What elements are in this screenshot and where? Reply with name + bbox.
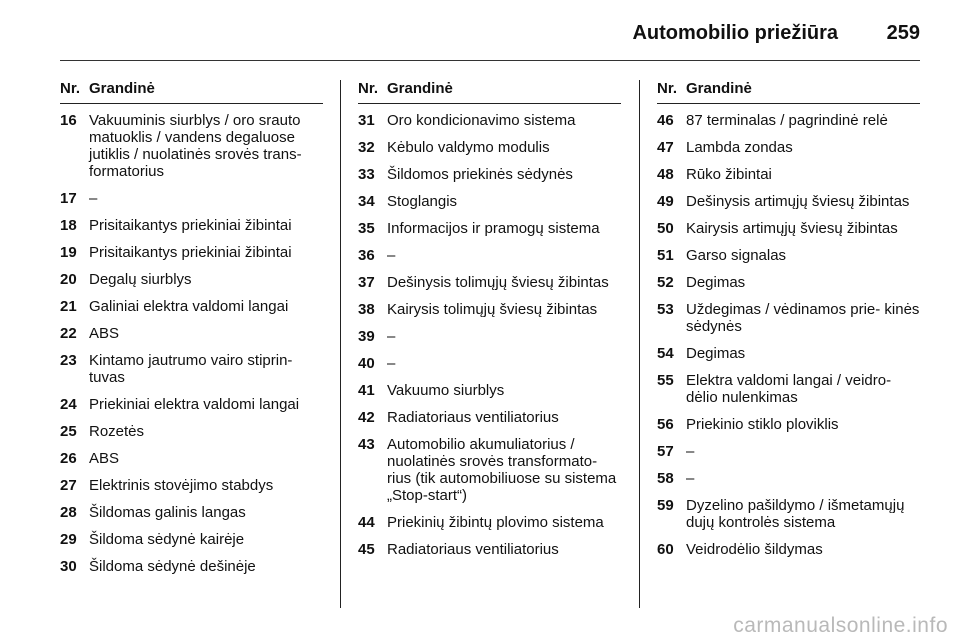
fuse-number: 45 (358, 541, 375, 558)
fuse-number: 50 (657, 220, 674, 237)
fuse-circuit: Dešinysis artimųjų šviesų žibintas (686, 193, 910, 210)
fuse-number: 26 (60, 450, 77, 467)
fuse-row (358, 274, 621, 291)
fuse-row (358, 541, 621, 558)
fuse-row (60, 190, 323, 207)
fuse-circuit: Vakuuminis siurblys / oro srauto matuoklis / vandens degaluose jutiklis / nuolatinės srovės trans- formatorius (89, 112, 302, 180)
fuse-row (657, 139, 920, 156)
fuse-circuit: Degimas (686, 345, 746, 362)
fuse-row (657, 274, 920, 291)
fuse-number: 42 (358, 409, 375, 426)
fuse-column-1 (60, 80, 323, 585)
fuse-number: 40 (358, 355, 375, 372)
fuse-circuit: – (686, 443, 695, 460)
fuse-row (657, 345, 920, 362)
column-divider (340, 80, 341, 608)
fuse-circuit: Šildomos priekinės sėdynės (387, 166, 573, 183)
column-header (60, 80, 323, 104)
fuse-row (358, 166, 621, 183)
fuse-number: 55 (657, 372, 674, 389)
fuse-circuit: Dyzelino pašildymo / išmetamųjų dujų kontrolės sistema (686, 497, 905, 531)
fuse-row (60, 558, 323, 575)
fuse-number: 21 (60, 298, 77, 315)
fuse-circuit: – (686, 470, 695, 487)
fuse-circuit: Vakuumo siurblys (387, 382, 505, 399)
fuse-number: 37 (358, 274, 375, 291)
page-header (60, 14, 920, 61)
fuse-row (60, 396, 323, 413)
fuse-circuit: Galiniai elektra valdomi langai (89, 298, 289, 315)
fuse-row (60, 112, 323, 180)
fuse-row (358, 514, 621, 531)
fuse-circuit: Rozetės (89, 423, 145, 440)
fuse-list (358, 112, 621, 558)
fuse-row (358, 112, 621, 129)
fuse-number: 29 (60, 531, 77, 548)
fuse-number: 35 (358, 220, 375, 237)
fuse-row (60, 217, 323, 234)
fuse-row (60, 504, 323, 521)
fuse-row (657, 541, 920, 558)
fuse-circuit: Kairysis artimųjų šviesų žibintas (686, 220, 898, 237)
fuse-number: 23 (60, 352, 77, 369)
fuse-number: 18 (60, 217, 77, 234)
fuse-circuit: Veidrodėlio šildymas (686, 541, 823, 558)
fuse-circuit: – (89, 190, 98, 207)
fuse-number: 27 (60, 477, 77, 494)
fuse-circuit: Kėbulo valdymo modulis (387, 139, 550, 156)
fuse-row (60, 450, 323, 467)
fuse-circuit: Rūko žibintai (686, 166, 772, 183)
fuse-circuit: Informacijos ir pramogų sistema (387, 220, 600, 237)
fuse-list (60, 112, 323, 575)
fuse-row (60, 325, 323, 342)
fuse-circuit: – (387, 355, 396, 372)
fuse-number: 36 (358, 247, 375, 264)
fuse-circuit: Kairysis tolimųjų šviesų žibintas (387, 301, 598, 318)
fuse-row (657, 112, 920, 129)
fuse-circuit: Priekinių žibintų plovimo sistema (387, 514, 604, 531)
fuse-number: 49 (657, 193, 674, 210)
fuse-row (60, 244, 323, 261)
fuse-row (358, 355, 621, 372)
fuse-row (60, 477, 323, 494)
fuse-row (657, 372, 920, 406)
fuse-circuit: – (387, 328, 396, 345)
fuse-row (60, 271, 323, 288)
column-header (358, 80, 621, 104)
header-nr: Nr. (60, 80, 81, 97)
fuse-column-3 (657, 80, 920, 568)
fuse-number: 31 (358, 112, 375, 129)
fuse-row (657, 247, 920, 264)
fuse-row (358, 247, 621, 264)
fuse-circuit: Stoglangis (387, 193, 458, 210)
fuse-row (60, 423, 323, 440)
fuse-number: 22 (60, 325, 77, 342)
fuse-circuit: Šildoma sėdynė kairėje (89, 531, 245, 548)
fuse-number: 32 (358, 139, 375, 156)
fuse-number: 48 (657, 166, 674, 183)
fuse-number: 47 (657, 139, 674, 156)
fuse-circuit: Priekinio stiklo ploviklis (686, 416, 839, 433)
fuse-circuit: Elektrinis stovėjimo stabdys (89, 477, 274, 494)
fuse-row (60, 531, 323, 548)
fuse-circuit: Degalų siurblys (89, 271, 192, 288)
fuse-row (358, 139, 621, 156)
fuse-number: 60 (657, 541, 674, 558)
fuse-row (657, 443, 920, 460)
fuse-row (657, 220, 920, 237)
watermark: carmanualsonline.info (733, 614, 948, 637)
column-header (657, 80, 920, 104)
fuse-row (657, 416, 920, 433)
fuse-number: 57 (657, 443, 674, 460)
fuse-row (358, 328, 621, 345)
column-divider (639, 80, 640, 608)
fuse-circuit: Kintamo jautrumo vairo stiprin- tuvas (89, 352, 293, 386)
fuse-number: 16 (60, 112, 77, 129)
fuse-row (358, 409, 621, 426)
fuse-circuit: Radiatoriaus ventiliatorius (387, 409, 559, 426)
fuse-number: 39 (358, 328, 375, 345)
fuse-circuit: Radiatoriaus ventiliatorius (387, 541, 559, 558)
fuse-number: 54 (657, 345, 674, 362)
fuse-circuit: Šildoma sėdynė dešinėje (89, 558, 256, 575)
fuse-circuit: Elektra valdomi langai / veidro- dėlio nulenkimas (686, 372, 892, 406)
fuse-number: 34 (358, 193, 375, 210)
fuse-row (358, 382, 621, 399)
fuse-row (657, 166, 920, 183)
fuse-circuit: Prisitaikantys priekiniai žibintai (89, 244, 292, 261)
header-label: Grandinė (89, 80, 155, 97)
fuse-circuit: Uždegimas / vėdinamos prie- kinės sėdynės (686, 301, 920, 335)
fuse-number: 38 (358, 301, 375, 318)
fuse-circuit: Šildomas galinis langas (89, 504, 246, 521)
fuse-row (657, 193, 920, 210)
fuse-row (60, 352, 323, 386)
fuse-number: 53 (657, 301, 674, 318)
fuse-circuit: Prisitaikantys priekiniai žibintai (89, 217, 292, 234)
fuse-number: 28 (60, 504, 77, 521)
fuse-row (358, 193, 621, 210)
header-label: Grandinė (686, 80, 752, 97)
fuse-number: 41 (358, 382, 375, 399)
fuse-row (358, 301, 621, 318)
fuse-number: 43 (358, 436, 375, 453)
fuse-circuit: Garso signalas (686, 247, 787, 264)
fuse-number: 46 (657, 112, 674, 129)
fuse-circuit: Oro kondicionavimo sistema (387, 112, 576, 129)
fuse-row (358, 220, 621, 237)
fuse-row (358, 436, 621, 504)
fuse-circuit: Automobilio akumuliatorius / nuolatinės srovės transformato- rius (tik automobiliuose su sistema „Stop-start“) (387, 436, 617, 504)
fuse-number: 17 (60, 190, 77, 207)
fuse-number: 52 (657, 274, 674, 291)
fuse-row (60, 298, 323, 315)
fuse-circuit: Priekiniai elektra valdomi langai (89, 396, 300, 413)
page-title: Automobilio priežiūra (632, 22, 838, 44)
fuse-row (657, 470, 920, 487)
fuse-circuit: 87 terminalas / pagrindinė relė (686, 112, 888, 129)
fuse-number: 58 (657, 470, 674, 487)
fuse-number: 33 (358, 166, 375, 183)
page-number: 259 (886, 22, 920, 44)
fuse-row (657, 301, 920, 335)
fuse-circuit: ABS (89, 325, 120, 342)
fuse-number: 44 (358, 514, 375, 531)
fuse-number: 25 (60, 423, 77, 440)
fuse-column-2 (358, 80, 621, 568)
fuse-row (657, 497, 920, 531)
fuse-number: 51 (657, 247, 674, 264)
fuse-number: 59 (657, 497, 674, 514)
fuse-number: 56 (657, 416, 674, 433)
header-nr: Nr. (358, 80, 379, 97)
fuse-number: 30 (60, 558, 77, 575)
fuse-number: 19 (60, 244, 77, 261)
fuse-circuit: – (387, 247, 396, 264)
fuse-circuit: Lambda zondas (686, 139, 793, 156)
fuse-circuit: Dešinysis tolimųjų šviesų žibintas (387, 274, 609, 291)
fuse-circuit: ABS (89, 450, 120, 467)
fuse-list (657, 112, 920, 558)
header-nr: Nr. (657, 80, 678, 97)
header-label: Grandinė (387, 80, 453, 97)
fuse-number: 24 (60, 396, 77, 413)
fuse-number: 20 (60, 271, 77, 288)
fuse-circuit: Degimas (686, 274, 746, 291)
